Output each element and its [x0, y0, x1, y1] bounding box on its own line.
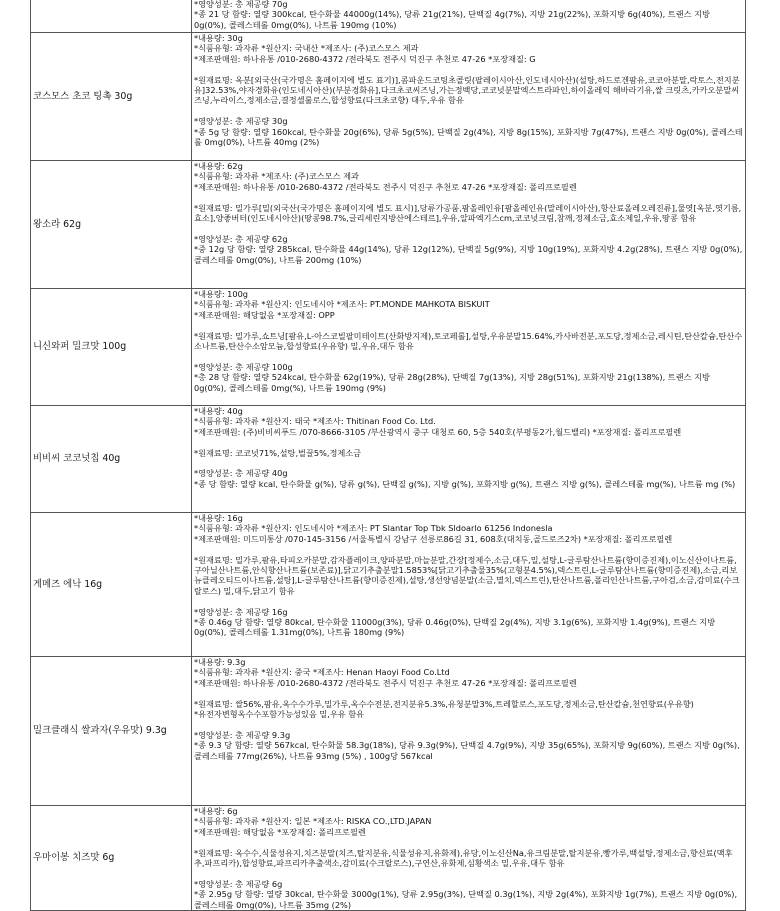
info-line: *종 21 당 함량: 열량 300kcal, 탄수화물 44000g(14%), 당류 21g(21%), 단백질 4g(7%), 지방 21g(22%), 포화지방 6g(40%), 트랜스 지방 0g(0%), 콜레스테롤 0mg(0%), 나트륨 190mg (10%)	[194, 9, 710, 30]
table-body	[31, 0, 746, 911]
info-line: *제조판매원: (주)비비씨푸드 /070-8666-3105 /부산광역시 중구 대청로 60, 5층 540호(부평동2가,월드밸리) *포장재질: 폴리프로필렌	[194, 426, 682, 437]
info-line: *식품유형: 과자류 *원산지: 중국 *제조사: Henan Haoyi Food Co.Ltd	[194, 667, 450, 678]
info-line: *영양성분: 총 제공량 62g	[194, 233, 288, 244]
product-info	[192, 161, 746, 289]
info-line: *원재료명: 쌀56%,팜유,옥수수가루,밀가루,옥수수전분,전지분유5.3%,유청분말3%,트레할로스,포도당,정제소금,탄산칼슘,천연향료(우유향)	[194, 698, 694, 709]
line-spacer	[194, 544, 743, 554]
line-spacer	[194, 458, 743, 468]
info-line: *원재료명: 옥수수,식물성유지,치즈분말(치즈,탈지분유,식물성유지,유화제),유당,이노신산Na,유크림분말,탈지분유,빵가루,백설탕,정제소금,향신료(맥후추,파프리카),합성향료,파프리카추출색소,감미료(수크랄로스),구연산,유화제,심황색소 밀,우유,대두 함유	[194, 847, 733, 869]
info-line: *원재료명: 밀가루,쇼트닝[팜유,L-아스코빌팔미테이트(산화방지제),토코페롤],설탕,우유분말15.64%,카사바전분,포도당,정제소금,레시틴,탄산칼슘,탄산수소나트륨,탄산수소암모늄,합성향료(우유향) 밀,우유,대두 함유	[194, 330, 743, 352]
info-line: *내용량: 6g	[194, 806, 238, 816]
info-line: *영양성분: 총 제공량 16g	[194, 606, 288, 617]
product-info	[192, 657, 746, 806]
line-spacer	[194, 192, 743, 202]
line-spacer	[194, 688, 743, 698]
product-row	[31, 289, 746, 406]
product-row	[31, 806, 746, 911]
product-row	[31, 33, 746, 161]
product-name: 니신와퍼 밀크맛 100g	[31, 289, 192, 406]
info-line: *제조판매원: 해당없음 *포장재질: 폴리프로필렌	[194, 826, 366, 837]
info-line: *종 9.3 당 함량: 열량 567kcal, 탄수화물 58.3g(18%), 당류 9.3g(9%), 단백질 4.7g(9%), 지방 35g(65%), 포화지방 9g(60%), 트랜스 지방 0g(%), 콜레스테롤 77mg(26%), 나트륨 93mg (5%) , 100g당 567kcal	[194, 740, 740, 761]
info-line: *원재료명: 코코넛71%,설탕,벌꿀5%,정제소금	[194, 447, 362, 458]
info-line: *식품유형: 과자류 *원산지: 태국 *제조사: Thitinan Food Co. Ltd.	[194, 416, 436, 427]
product-name: 우마이봉 치즈맛 6g	[31, 806, 192, 911]
product-row	[31, 161, 746, 289]
product-info	[192, 513, 746, 657]
line-spacer	[194, 106, 743, 116]
product-info	[192, 0, 746, 33]
info-line: *제조판매원: 해당없음 *포장재질: OPP	[194, 309, 335, 320]
product-info	[192, 806, 746, 911]
info-line: *원재료명: 밀가루[밀(외국산(국가명은 홈페이지에 별도 표시)],당류가공품,팜올레인유[팜올레인유(말레이시아산),항산료올레오레진류],물엿[옥분,엿기름,효소],양좋버터(인도네시아산)(땅콩98.7%,글리세린지방산에스테르],우유,알파엑기스cm,코코넛크림,참깨,정제소금,효소제일,우유,땅콩 함유	[194, 202, 742, 224]
product-name: 왕소라 62g	[31, 161, 192, 289]
product-name: 코스모스 초코 팅촉 30g	[31, 33, 192, 161]
info-line: *영양성분: 총 제공량 40g	[194, 468, 288, 479]
info-line: *영양성분: 총 제공량 30g	[194, 116, 288, 127]
info-line: *내용량: 62g	[194, 161, 243, 171]
info-line: *내용량: 9.3g	[194, 657, 246, 667]
info-line: *식품유형: 과자류 *제조사: (주)코스모스 제과	[194, 171, 359, 182]
info-line: *제조판매원: 하나유통 /010-2680-4372 /전라북도 전주시 덕진구 추천로 47-26 *포장재질: G	[194, 53, 536, 64]
info-line: *내용량: 100g	[194, 289, 249, 299]
info-line: *중 12g 당 함량: 열량 285kcal, 탄수화물 44g(14%), 당류 12g(12%), 단백질 5g(9%), 지방 10g(19%), 포화지방 4.2g(28%), 트랜스 지방 0g(0%), 콜레스테롤 0mg(0%), 나트륨 200mg (10%)	[194, 244, 743, 265]
product-row	[31, 0, 746, 33]
info-line: *영양성분: 총 제공량 9.3g	[194, 729, 291, 740]
info-line: *영양성분: 총 제공량 6g	[194, 878, 283, 889]
line-spacer	[194, 719, 743, 729]
info-line: *내용량: 40g	[194, 406, 243, 416]
info-line: *원재료명: 밀가루,팜유,타피오카분말,감자플레이크,양파분말,마늘분말,간장[정제수,소금,대두,밀,설탕,L-글루탐산나트륨(향미증진제),이노신산이나트륨,구아닐산나트륨,안식향산나트륨(보존료)],닭고기추출분말1.5853%[닭고기추출물35%(고형분4.5%),덱스트린,L-글루탐산나트륨(향미증진제),소금,리보뉴클레오티드이나트륨,설탕],L-글루탐산나트륨(향미증진제),설탕,생선양념분말(소금,멸치,덱스트린),탄산나트륨,폴리인산나트륨,구아검,소금,감미료(수크랄로스) 밀,대두,닭고기 함유	[194, 554, 740, 596]
product-info	[192, 33, 746, 161]
product-row	[31, 657, 746, 806]
line-spacer	[194, 596, 743, 606]
info-line: *식품유형: 과자류 *원산지: 인도네시아 *제조사: PT Slantar Top Tbk Sldoarlo 61256 Indonesla	[194, 523, 553, 534]
product-name	[31, 0, 192, 33]
info-line: *내용량: 30g	[194, 33, 243, 43]
info-line: *제조판매원: 미드미통상 /070-145-3156 /서울특별시 강남구 선릉로86길 31, 608호(대치동,골드로즈2차) *포장재질: 폴리프로필렌	[194, 533, 673, 544]
info-line: *식품유형: 과자류 *원산지: 국내산 *제조사: (주)코스모스 제과	[194, 43, 419, 54]
product-row	[31, 513, 746, 657]
info-line: *종 2.95g 당 함량: 열량 30kcal, 탄수화물 3000g(1%), 당류 2.95g(3%), 단백질 0.3g(1%), 지방 2g(4%), 포화지방 1g(7%), 트랜스 지방 0g(0%), 콜레스테롤 0mg(0%), 나트륨 35mg (2%)	[194, 889, 738, 910]
line-spacer	[194, 837, 743, 847]
product-name: 밀크클래식 쌀과자(우유맛) 9.3g	[31, 657, 192, 806]
info-line: *유전자변형옥수수포함가능성있음 밀,우유 함유	[194, 709, 365, 720]
info-line: *종 당 함량: 열량 kcal, 탄수화물 g(%), 당류 g(%), 단백질 g(%), 지방 g(%), 포화지방 g(%), 트랜스 지방 g(%), 콜레스테롤 mg(%), 나트륨 mg (%)	[194, 478, 736, 489]
line-spacer	[194, 351, 743, 361]
line-spacer	[194, 868, 743, 878]
product-name: 게메즈 에낙 16g	[31, 513, 192, 657]
product-info	[192, 406, 746, 513]
info-line: *종 0.46g 당 함량: 열량 80kcal, 탄수화물 11000g(3%), 당류 0.46g(0%), 단백질 2g(4%), 지방 3.1g(6%), 포화지방 1.4g(9%), 트랜스 지방 0g(0%), 콜레스테롤 1.31mg(0%), 나트륨 180mg (9%)	[194, 617, 716, 638]
product-name: 비비씨 코코넛칩 40g	[31, 406, 192, 513]
line-spacer	[194, 320, 743, 330]
info-line: *원재료명: 옥분[외국산(국가명은 홈페이지에 별도 표기)],콤파운드코팅초콜릿(팔레이시아산,인도네시아산)(설탕,하드로겐팜유,코코아분말,락토스,전지분유]32.53%,야자경화유(인도네시아산)(부분경화유],다크초코씨즈닝,가는정백당,코코넛분말엑스트라파인,하이올레익 해바라기유,쌀 크릿츠,카카오분말씨즈닝,누라이스,정제소금,결정셀룰로스,합성향료(다크초코향) 대두,우유 함유	[194, 74, 740, 106]
info-line: *식품유형: 과자류 *원산지: 인도네시아 *제조사: PT.MONDE MAHKOTA BISKUIT	[194, 299, 490, 310]
product-row	[31, 406, 746, 513]
info-line: *제조판매원: 하나유통 /010-2680-4372 /전라북도 전주시 덕진구 추천로 47-26 *포장재질: 폴리프로필렌	[194, 181, 577, 192]
info-line: *식품유형: 과자류 *원산지: 일본 *제조사: RISKA CO.,LTD.JAPAN	[194, 816, 432, 827]
line-spacer	[194, 223, 743, 233]
info-line: *종 5g 당 함량: 열량 160kcal, 탄수화물 20g(6%), 당류 5g(5%), 단백질 2g(4%), 지방 8g(15%), 포화지방 7g(47%), 트랜스 지방 0g(0%), 콜레스테롤 0mg(0%), 나트륨 40mg (2%)	[194, 126, 743, 148]
info-line: *제조판매원: 하나유통 /010-2680-4372 /전라북도 전주시 덕진구 추천로 47-26 *포장재질: 폴리프로필렌	[194, 677, 577, 688]
info-line: *내용량: 16g	[194, 513, 243, 523]
info-line: *영양성분: 총 제공량 70g	[194, 0, 288, 9]
line-spacer	[194, 437, 743, 447]
product-info-table	[30, 0, 746, 911]
info-line: *총 28 당 함량: 열량 524kcal, 탄수화물 62g(19%), 당류 28g(28%), 단백질 7g(13%), 지방 28g(51%), 포화지방 21g(138%), 트랜스 지방 0g(0%), 콜레스테롤 0mg(%), 나트륨 190mg (9%)	[194, 372, 710, 393]
line-spacer	[194, 64, 743, 74]
info-line: *영양성분: 총 제공량 100g	[194, 361, 293, 372]
product-info	[192, 289, 746, 406]
